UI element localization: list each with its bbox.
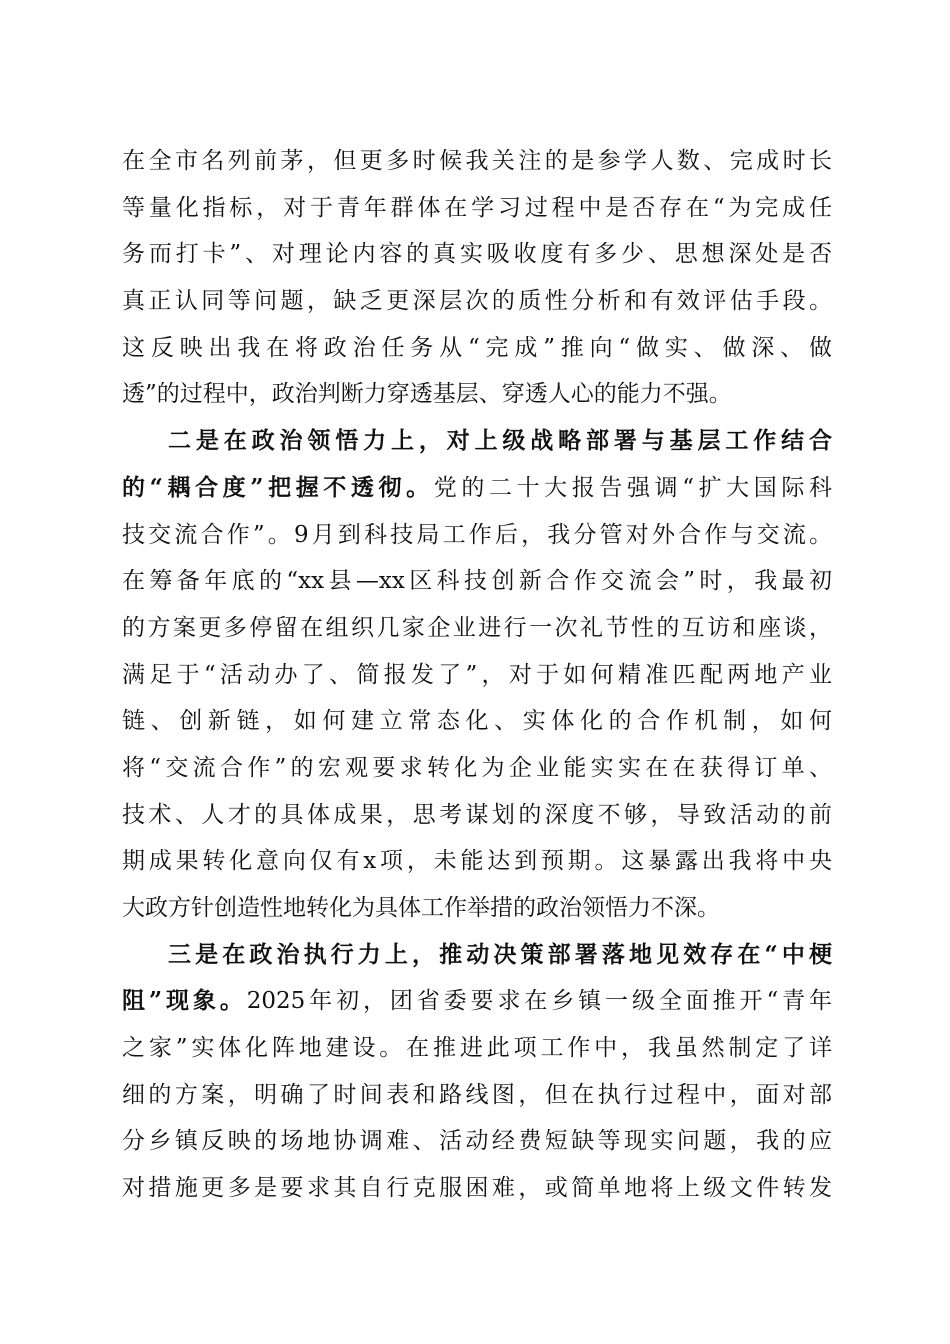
text-line: 这反映出我在将政治任务从“完成”推向“做实、做深、做	[122, 334, 832, 361]
text-line: 透”的过程中，政治判断力穿透基层、穿透人心的能力不强。	[122, 381, 732, 408]
text-line: 将“交流合作”的宏观要求转化为企业能实实在在获得订单、	[122, 754, 832, 781]
section-heading-line: 三是在政治执行力上，推动决策部署落地见效存在“中梗	[168, 940, 832, 968]
section-heading-tail: 的“耦合度”把握不透彻。	[122, 473, 434, 501]
mixed-line	[122, 465, 832, 512]
text-line: 期成果转化意向仅有x项，未能达到预期。这暴露出我将中央	[122, 848, 832, 875]
text-line: 细的方案，明确了时间表和路线图，但在执行过程中，面对部	[122, 1081, 832, 1108]
line-rest: 2025年初，团省委要求在乡镇一级全面推开“青年	[246, 988, 833, 1015]
line-rest: 党的二十大报告强调“扩大国际科	[433, 474, 832, 501]
mixed-line	[122, 978, 832, 1025]
text-line: 务而打卡”、对理论内容的真实吸收度有多少、思想深处是否	[122, 241, 832, 268]
text-line: 之家”实体化阵地建设。在推进此项工作中，我虽然制定了详	[122, 1035, 832, 1062]
text-line: 的方案更多停留在组织几家企业进行一次礼节性的互访和座谈，	[122, 614, 832, 641]
text-line: 等量化指标，对于青年群体在学习过程中是否存在“为完成任	[122, 194, 832, 221]
text-line: 技术、人才的具体成果，思考谋划的深度不够，导致活动的前	[122, 801, 832, 828]
text-line: 在全市名列前茅，但更多时候我关注的是参学人数、完成时长	[122, 148, 832, 174]
text-line: 分乡镇反映的场地协调难、活动经费短缺等现实问题，我的应	[122, 1128, 832, 1155]
text-line: 真正认同等问题，缺乏更深层次的质性分析和有效评估手段。	[122, 288, 832, 315]
text-line: 链、创新链，如何建立常态化、实体化的合作机制，如何	[122, 708, 832, 735]
text-line: 对措施更多是要求其自行克服困难，或简单地将上级文件转发	[122, 1175, 832, 1202]
text-line: 技交流合作”。9月到科技局工作后，我分管对外合作与交流。	[122, 521, 832, 548]
text-line: 在筹备年底的“xx县—xx区科技创新合作交流会”时，我最初	[122, 568, 832, 595]
text-line: 大政方针创造性地转化为具体工作举措的政治领悟力不深。	[122, 895, 720, 921]
document-body	[122, 138, 832, 1212]
text-line: 满足于“活动办了、简报发了”，对于如何精准匹配两地产业	[122, 661, 832, 688]
section-heading-line: 二是在政治领悟力上，对上级战略部署与基层工作结合	[168, 427, 832, 455]
section-heading-tail: 阻”现象。	[122, 987, 247, 1015]
